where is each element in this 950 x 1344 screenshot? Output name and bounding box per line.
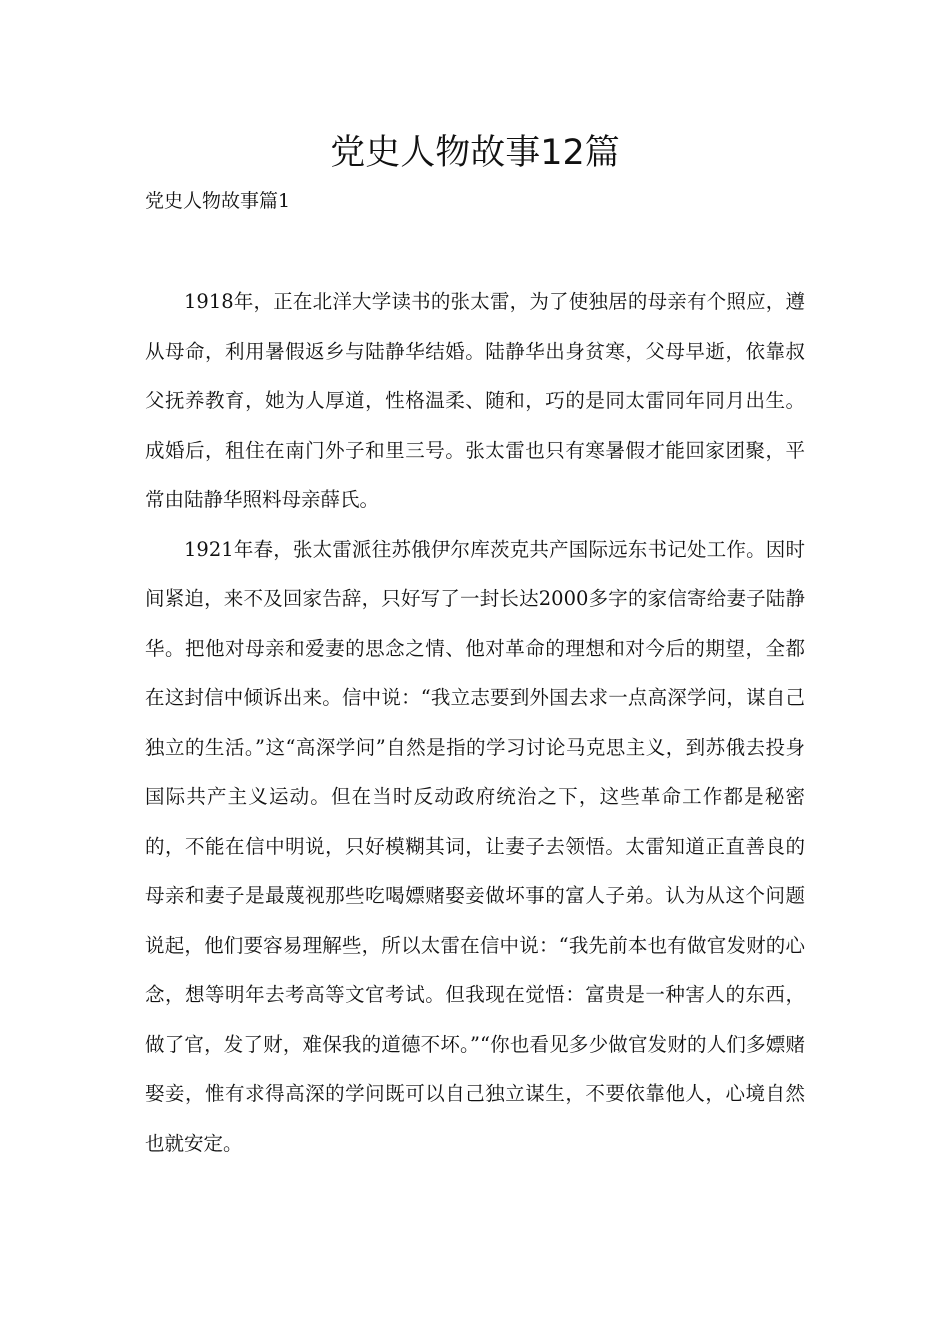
document-title: 党史人物故事12篇	[330, 133, 620, 173]
paragraph-1: 1918年，正在北洋大学读书的张太雷，为了使独居的母亲有个照应，遵从母命，利用暑假返乡与陆静华结婚。陆静华出身贫寒，父母早逝，依靠叔父抚养教育，她为人厚道，性格温柔、随和，巧的是同太雷同年同月出生。成婚后，租住在南门外子和里三号。张太雷也只有寒暑假才能回家团聚，平常由陆静华照料母亲薛氏。	[145, 290, 805, 511]
paragraph-2: 1921年春，张太雷派往苏俄伊尔库茨克共产国际远东书记处工作。因时间紧迫，来不及回家告辞，只好写了一封长达2000多字的家信寄给妻子陆静华。把他对母亲和爱妻的思念之情、他对革命的理想和对今后的期望，全都在这封信中倾诉出来。信中说：“我立志要到外国去求一点高深学问，谋自己独立的生活。”这“高深学问”自然是指的学习讨论马克思主义，到苏俄去投身国际共产主义运动。但在当时反动政府统治之下，这些革命工作都是秘密的，不能在信中明说，只好模糊其词，让妻子去领悟。太雷知道正直善良的母亲和妻子是最蔑视那些吃喝嫖赌娶妾做坏事的富人子弟。认为从这个问题说起，他们要容易理解些，所以太雷在信中说：“我先前本也有做官发财的心念，想等明年去考高等文官考试。但我现在觉悟：富贵是一种害人的东西，做了官，发了财，难保我的道德不坏。”“你也看见多少做官发财的人们多嫖赌娶妾，惟有求得高深的学问既可以自己独立谋生，不要依靠他人，心境自然也就安定。	[145, 537, 805, 1155]
document-body	[145, 277, 805, 1168]
section-heading: 党史人物故事篇1	[145, 190, 291, 212]
